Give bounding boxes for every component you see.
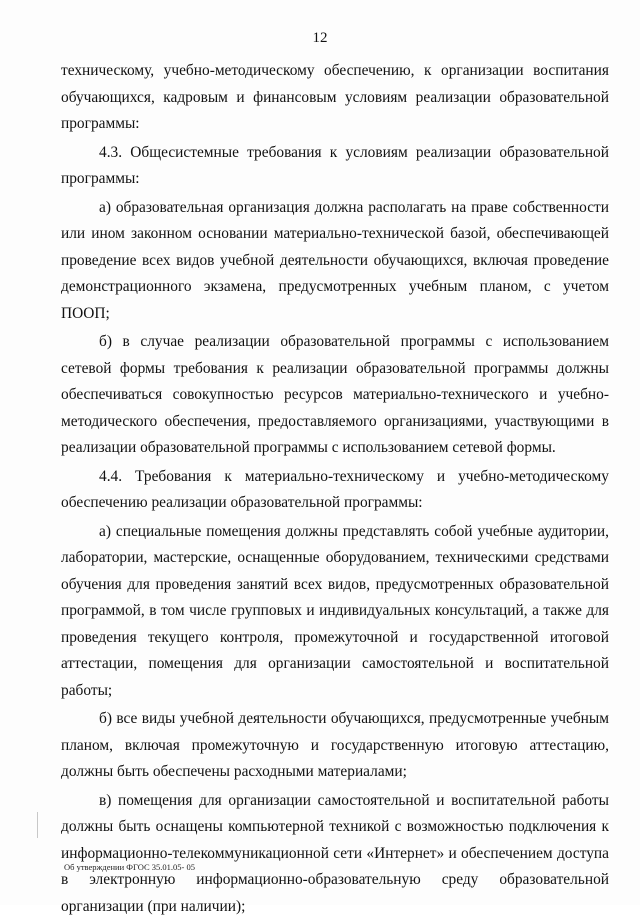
paragraph-item-a-material-base: а) образовательная организация должна располагать на праве собственности или ином законном основании материально-технической базой, обеспечивающей проведение всех видов учебной деятельности обучающихся, включая проведение демонстрационного экзамена, предусмотренных учебным планом, с учетом ПООП; <box>61 195 609 328</box>
page-number: 12 <box>0 30 640 47</box>
paragraph-item-v-computer-equipment: в) помещения для организации самостоятельной и воспитательной работы должны быть оснащены компьютерной техникой с возможностью подключения к информационно-телекоммуникационной сети «Интернет» и обеспечением доступа в электронную информационно-образовательную среду образовательной организации (при наличии); <box>61 788 609 920</box>
page-footer: Об утверждении ФГОС 35.01.05- 05 <box>64 862 195 872</box>
paragraph-section-4-3: 4.3. Общесистемные требования к условиям реализации образовательной программы: <box>61 140 609 193</box>
scan-artifact <box>37 812 38 838</box>
document-body <box>61 58 609 920</box>
paragraph-item-a-special-rooms: а) специальные помещения должны представлять собой учебные аудитории, лаборатории, мастерские, оснащенные оборудованием, техническими средствами обучения для проведения занятий всех видов, предусмотренных образовательной программой, в том числе групповых и индивидуальных консультаций, а также для проведения текущего контроля, промежуточной и государственной итоговой аттестации, помещения для организации самостоятельной и воспитательной работы; <box>61 519 609 705</box>
paragraph-section-4-4: 4.4. Требования к материально-техническому и учебно-методическому обеспечению реализации образовательной программы: <box>61 464 609 517</box>
paragraph-item-b-network-form: б) в случае реализации образовательной программы с использованием сетевой формы требования к реализации образовательной программы должны обеспечиваться совокупностью ресурсов материально-технического и учебно-методического обеспечения, предоставляемого организациями, участвующими в реализации образовательной программы с использованием сетевой формы. <box>61 329 609 462</box>
paragraph-continuation: техническому, учебно-методическому обеспечению, к организации воспитания обучающихся, кадровым и финансовым условиям реализации образовательной программы: <box>61 58 609 138</box>
paragraph-item-b-consumables: б) все виды учебной деятельности обучающихся, предусмотренные учебным планом, включая промежуточную и государственную итоговую аттестацию, должны быть обеспечены расходными материалами; <box>61 706 609 786</box>
